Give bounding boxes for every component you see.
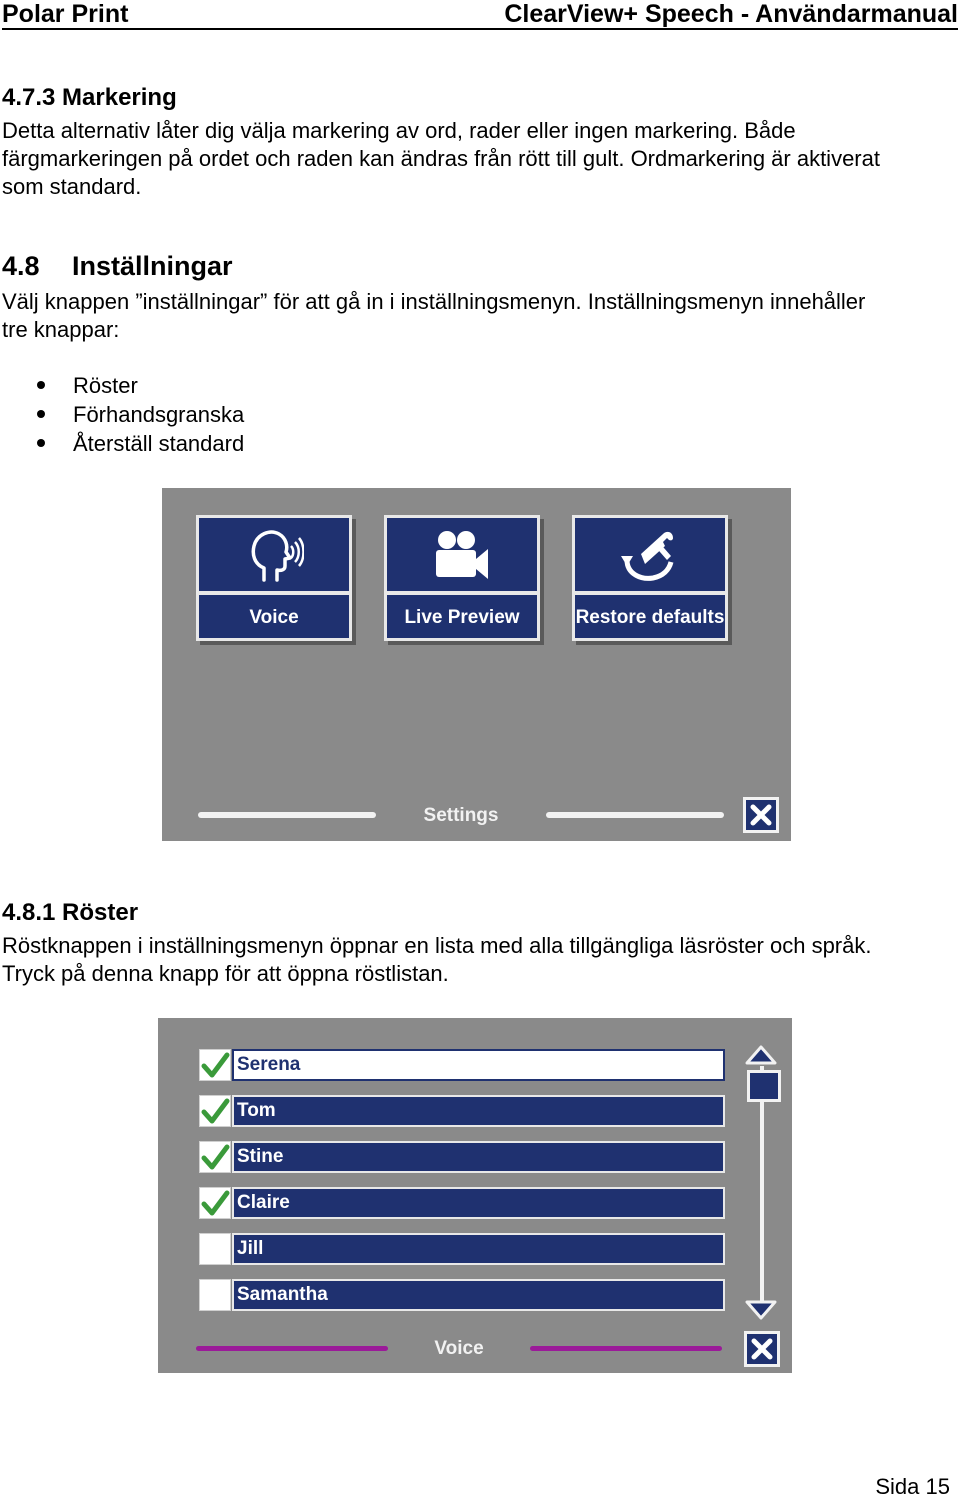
video-camera-icon	[387, 522, 537, 588]
voice-checkbox[interactable]	[199, 1049, 231, 1081]
voice-name: Samantha	[237, 1284, 328, 1305]
close-button[interactable]	[744, 1331, 780, 1367]
live-preview-button-label: Live Preview	[404, 606, 520, 628]
paragraph-markering	[2, 117, 952, 201]
bullet-icon	[37, 410, 45, 418]
paragraph-line: som standard.	[2, 174, 142, 199]
voice-name-bar[interactable]	[232, 1279, 725, 1311]
voice-checkbox[interactable]	[199, 1279, 231, 1311]
voice-head-icon	[199, 522, 349, 588]
paragraph-roster	[2, 932, 952, 988]
list-item	[0, 429, 244, 458]
scroll-down-arrow-icon[interactable]	[744, 1298, 778, 1322]
section-number: 4.8	[2, 251, 40, 281]
voice-name: Stine	[237, 1146, 284, 1167]
bullet-list	[0, 371, 244, 458]
paragraph-installningar	[2, 288, 952, 344]
paragraph-line: Välj knappen ”inställningar” för att gå in i inställningsmenyn. Inställningsmenyn innehåller	[2, 289, 866, 314]
close-icon	[746, 800, 776, 830]
scroll-up-arrow-icon[interactable]	[744, 1044, 778, 1066]
voice-name-bar[interactable]	[232, 1187, 725, 1219]
list-item-label: Röster	[73, 373, 138, 398]
voice-row-samantha[interactable]	[196, 1277, 725, 1311]
section-heading-markering: 4.7.3 Markering	[2, 84, 177, 111]
restore-tools-icon	[575, 522, 725, 588]
restore-defaults-button[interactable]	[572, 515, 728, 641]
close-button[interactable]	[743, 797, 779, 833]
paragraph-line: tre knappar:	[2, 317, 120, 342]
footer-line-left	[198, 812, 376, 818]
voice-row-jill[interactable]	[196, 1231, 725, 1265]
scrollbar-thumb[interactable]	[747, 1070, 781, 1102]
tile-divider	[387, 591, 537, 595]
paragraph-line: Tryck på denna knapp för att öppna röstlistan.	[2, 961, 449, 986]
live-preview-button[interactable]	[384, 515, 540, 641]
paragraph-line: Detta alternativ låter dig välja markering av ord, rader eller ingen markering. Både	[2, 118, 796, 143]
checkmark-icon	[200, 1142, 230, 1172]
voice-row-stine[interactable]	[196, 1139, 725, 1173]
footer-line-left	[196, 1346, 388, 1351]
voice-list-screen	[158, 1018, 792, 1373]
voice-checkbox[interactable]	[199, 1187, 231, 1219]
voice-button-label: Voice	[249, 606, 299, 628]
tile-divider	[575, 591, 725, 595]
section-heading-installningar	[2, 251, 233, 281]
voice-name-bar[interactable]	[232, 1095, 725, 1127]
voice-name-bar[interactable]	[232, 1141, 725, 1173]
restore-defaults-button-label: Restore defaults	[575, 606, 725, 628]
section-title: Inställningar	[72, 251, 233, 281]
footer-line-right	[546, 812, 724, 818]
voice-name-bar[interactable]	[232, 1233, 725, 1265]
paragraph-line: Röstknappen i inställningsmenyn öppnar en lista med alla tillgängliga läsröster och språk.	[2, 933, 872, 958]
settings-screen	[162, 488, 791, 841]
bullet-icon	[37, 381, 45, 389]
voice-name: Jill	[237, 1238, 264, 1259]
list-item	[0, 400, 244, 429]
voice-button[interactable]	[196, 515, 352, 641]
voice-checkbox[interactable]	[199, 1233, 231, 1265]
voice-name: Tom	[237, 1100, 276, 1121]
page-header	[2, 0, 958, 30]
checkmark-icon	[200, 1050, 230, 1080]
voice-name: Claire	[237, 1192, 290, 1213]
header-manual-title: ClearView+ Speech - Användarmanual	[504, 0, 958, 28]
voice-row-claire[interactable]	[196, 1185, 725, 1219]
footer-line-right	[530, 1346, 722, 1351]
close-icon	[747, 1334, 777, 1364]
list-item	[0, 371, 244, 400]
voice-name-bar[interactable]	[232, 1049, 725, 1081]
voice-checkbox[interactable]	[199, 1095, 231, 1127]
voice-footer-title: Voice	[434, 1338, 484, 1359]
scrollbar-track[interactable]	[760, 1066, 764, 1306]
voice-checkbox[interactable]	[199, 1141, 231, 1173]
header-brand: Polar Print	[2, 0, 129, 28]
list-item-label: Återställ standard	[73, 431, 245, 456]
tile-divider	[199, 591, 349, 595]
checkmark-icon	[200, 1188, 230, 1218]
page-number: Sida 15	[875, 1474, 950, 1499]
paragraph-line: färgmarkeringen på ordet och raden kan ändras från rött till gult. Ordmarkering är aktiverat	[2, 146, 880, 171]
checkmark-icon	[200, 1096, 230, 1126]
voice-row-tom[interactable]	[196, 1093, 725, 1127]
section-heading-roster: 4.8.1 Röster	[2, 899, 139, 926]
settings-footer-title: Settings	[423, 805, 499, 826]
bullet-icon	[37, 439, 45, 447]
list-item-label: Förhandsgranska	[73, 402, 245, 427]
voice-name: Serena	[237, 1054, 301, 1075]
voice-row-serena[interactable]	[196, 1047, 725, 1081]
